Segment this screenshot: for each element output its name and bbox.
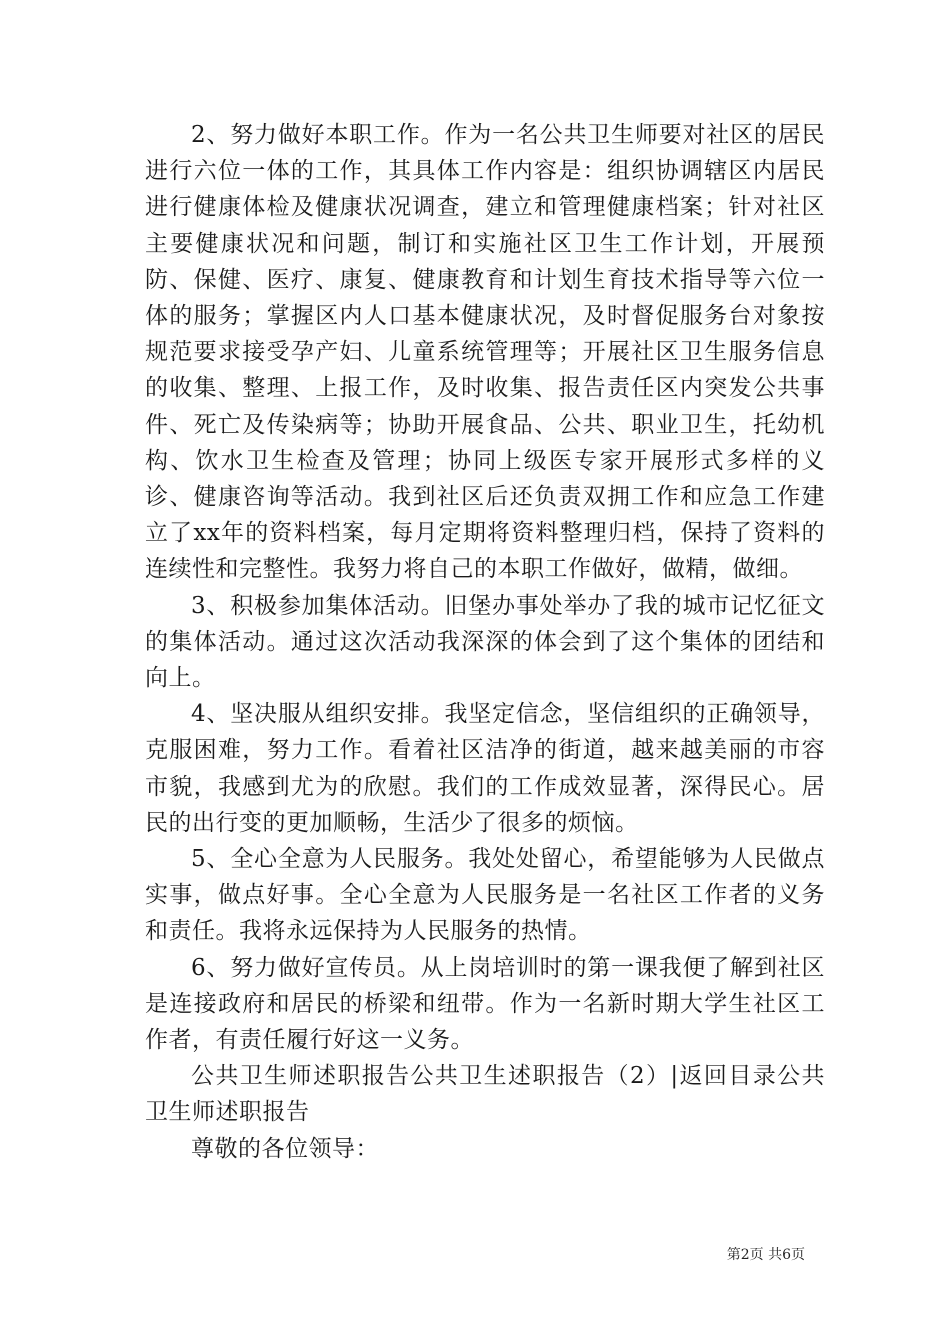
footer-total-pages: 6 [782,1247,791,1263]
paragraph-item-6: 6、努力做好宣传员。从上岗培训时的第一课我便了解到社区是连接政府和居民的桥梁和纽带。作为一名新时期大学生社区工作者，有责任履行好这一义务。 [145,954,825,1054]
document-body [145,117,825,1167]
page-footer [727,1246,805,1264]
footer-middle: 页 共 [749,1247,783,1263]
footer-suffix: 页 [791,1247,805,1263]
paragraph-item-5: 5、全心全意为人民服务。我处处留心，希望能够为人民做点实事，做点好事。全心全意为人民服务是一名社区工作者的义务和责任。我将永远保持为人民服务的热情。 [145,846,825,945]
paragraph-item-2: 2、努力做好本职工作。作为一名公共卫生师要对社区的居民进行六位一体的工作，其具体工作内容是：组织协调辖区内居民进行健康体检及健康状况调查，建立和管理健康档案；针对社区主要健康状况和问题，制订和实施社区卫生工作计划，开展预防、保健、医疗、康复、健康教育和计划生育技术指导等六位一体的服务；掌握区内人口基本健康状况，及时督促服务台对象按规范要求接受孕产妇、儿童系统管理等；开展社区卫生服务信息的收集、整理、上报工作，及时收集、报告责任区内突发公共事件、死亡及传染病等；协助开展食品、公共、职业卫生，托幼机构、饮水卫生检查及管理；协同上级医专家开展形式多样的义诊、健康咨询等活动。我到社区后还负责双拥工作和应急工作建立了xx年的资料档案，每月定期将资料整理归档，保持了资料的连续性和完整性。我努力将自己的本职工作做好，做精，做细。 [145,122,825,583]
footer-current-page: 2 [740,1247,750,1263]
salutation: 尊敬的各位领导： [191,1135,379,1162]
footer-prefix: 第 [726,1247,741,1263]
paragraph-item-4: 4、坚决服从组织安排。我坚定信念，坚信组织的正确领导，克服困难，努力工作。看着社区洁净的街道，越来越美丽的市容市貌，我感到尤为的欣慰。我们的工作成效显著，深得民心。居民的出行变的更加顺畅，生活少了很多的烦恼。 [145,701,825,836]
paragraph-item-3: 3、积极参加集体活动。旧堡办事处举办了我的城市记忆征文的集体活动。通过这次活动我深深的体会到了这个集体的团结和向上。 [145,592,825,692]
report-heading-line: 公共卫生师述职报告公共卫生述职报告（2）|返回目录公共卫生师述职报告 [145,1063,825,1126]
